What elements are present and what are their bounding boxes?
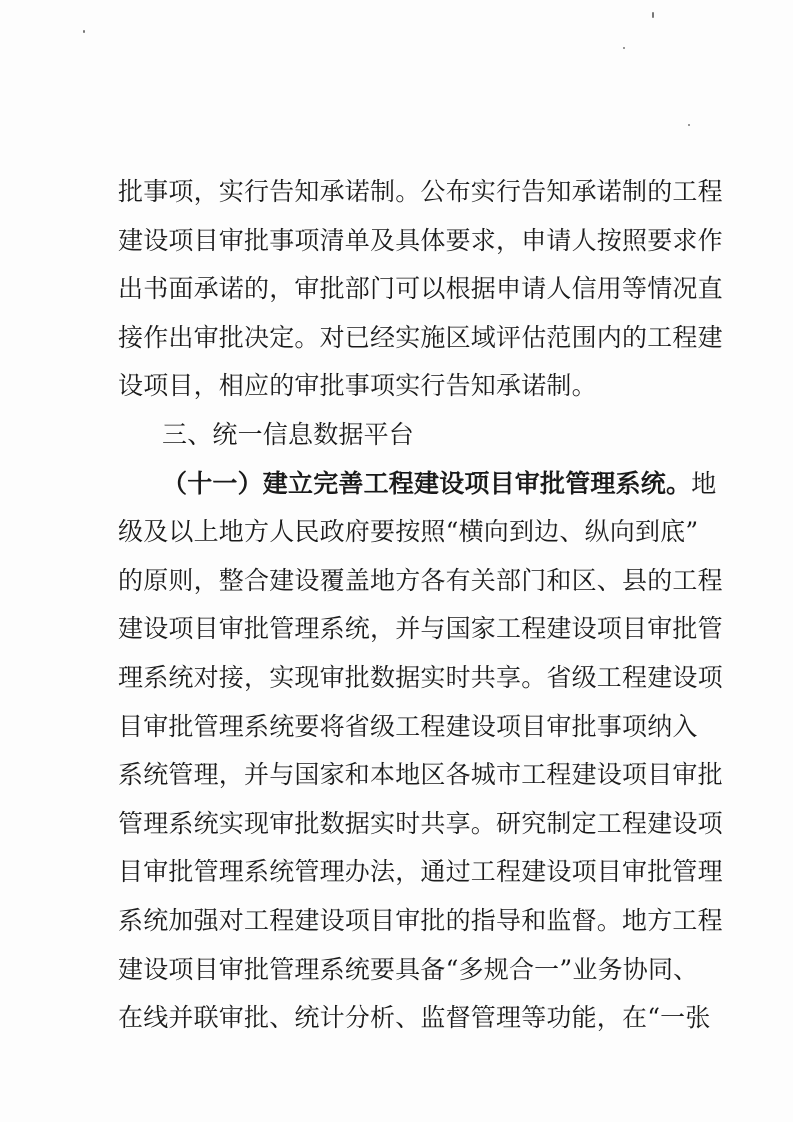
paragraph-line: 批事项，实行告知承诺制。公布实行告知承诺制的工程 (118, 177, 723, 206)
paragraph-line: 在线并联审批、统计分析、监督管理等功能，在“一张 (118, 1003, 711, 1033)
paragraph-line: 目审批管理系统要将省级工程建设项目审批事项纳入 (118, 711, 698, 741)
scan-speck (688, 124, 690, 126)
subsection-title: （十一）建立完善工程建设项目审批管理系统。 (162, 468, 692, 498)
paragraph-line: 建设项目审批管理系统，并与国家工程建设项目审批管 (118, 614, 723, 644)
body-text (118, 168, 723, 1043)
paragraph-line: 系统管理，并与国家和本地区各城市工程建设项目审批 (118, 760, 723, 790)
scan-speck (623, 47, 625, 49)
paragraph-line: 的原则，整合建设覆盖地方各有关部门和区、县的工程 (118, 565, 723, 595)
paragraph-line: 目审批管理系统管理办法，通过工程建设项目审批管理 (118, 857, 723, 887)
paragraph-line: 接作出审批决定。对已经实施区域评估范围内的工程建 (118, 322, 723, 352)
subsection-line (118, 460, 717, 509)
paragraph-line: 级及以上地方人民政府要按照“横向到边、纵向到底” (118, 517, 699, 547)
paragraph-line: 系统加强对工程建设项目审批的指导和监督。地方工程 (118, 905, 723, 935)
paragraph-line: 建设项目审批事项清单及具体要求，申请人按照要求作 (118, 225, 723, 255)
scan-speck (83, 30, 85, 33)
paragraph-line: 管理系统实现审批数据实时共享。研究制定工程建设项 (118, 808, 723, 838)
scan-speck (652, 12, 654, 18)
section-heading: 三、统一信息数据平台 (162, 419, 415, 449)
paragraph-line: 设项目，相应的审批事项实行告知承诺制。 (118, 371, 597, 401)
paragraph-line: 出书面承诺的，审批部门可以根据申请人信用等情况直 (118, 274, 723, 304)
paragraph-line: 建设项目审批管理系统要具备“多规合一”业务协同、 (118, 954, 699, 984)
paragraph-line: 理系统对接，实现审批数据实时共享。省级工程建设项 (118, 662, 723, 692)
paragraph-text: 地 (691, 468, 717, 498)
